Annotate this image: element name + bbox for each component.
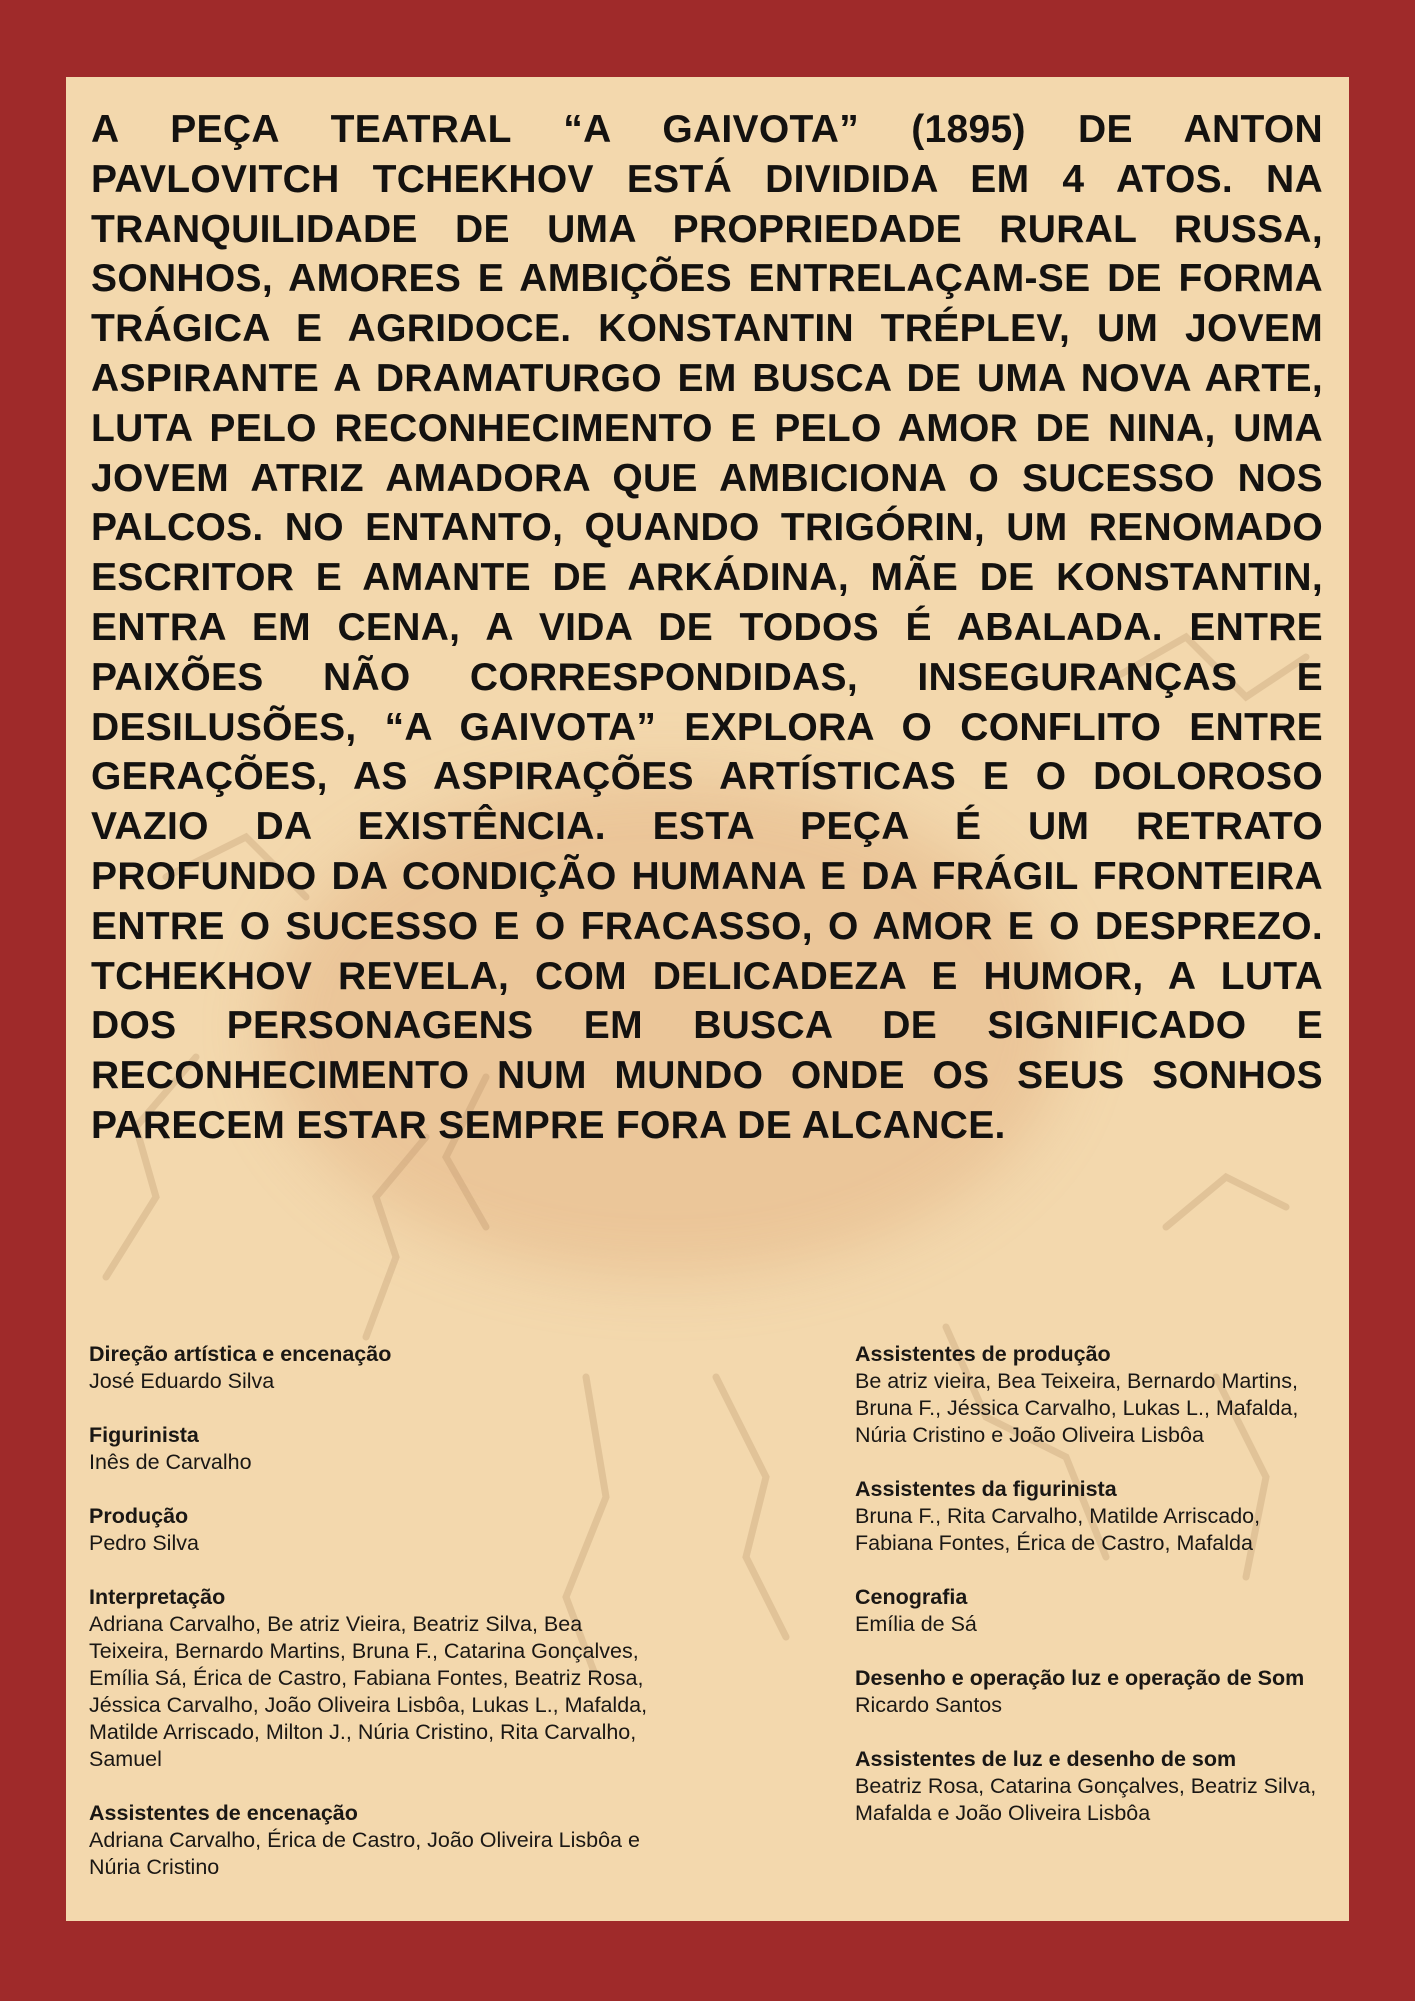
- synopsis-line: PAVLOVITCH TCHEKHOV ESTÁ DIVIDIDA EM 4 ATOS. NA: [91, 157, 1323, 201]
- credit-role: Produção: [89, 1504, 189, 1528]
- synopsis-line: JOVEM ATRIZ AMADORA QUE AMBICIONA O SUCESSO NOS: [91, 456, 1323, 500]
- credit-entry: [89, 1584, 649, 1773]
- synopsis-line: LUTA PELO RECONHECIMENTO E PELO AMOR DE NINA, UMA: [91, 406, 1323, 450]
- credit-role: Assistentes de luz e desenho de som: [855, 1747, 1237, 1771]
- credit-names: Beatriz Rosa, Catarina Gonçalves, Beatriz Silva, Mafalda e João Oliveira Lisbôa: [855, 1774, 1317, 1825]
- credit-role: Direção artística e encenação: [89, 1342, 392, 1366]
- credit-names: Ricardo Santos: [855, 1693, 1002, 1717]
- synopsis-line: ASPIRANTE A DRAMATURGO EM BUSCA DE UMA NOVA ARTE,: [91, 356, 1323, 400]
- synopsis-line: PROFUNDO DA CONDIÇÃO HUMANA E DA FRÁGIL FRONTEIRA: [91, 854, 1323, 898]
- synopsis-line: PAIXÕES NÃO CORRESPONDIDAS, INSEGURANÇAS E: [91, 655, 1323, 699]
- synopsis-line: ESCRITOR E AMANTE DE ARKÁDINA, MÃE DE KONSTANTIN,: [91, 556, 1323, 600]
- credit-entry: [855, 1341, 1325, 1449]
- synopsis-line: DOS PERSONAGENS EM BUSCA DE SIGNIFICADO E: [91, 1004, 1323, 1048]
- synopsis-text: [91, 105, 1323, 1151]
- credit-entry: [89, 1341, 649, 1395]
- credit-role: Assistentes da figurinista: [855, 1477, 1117, 1501]
- credit-entry: [855, 1584, 1325, 1638]
- credit-entry: [89, 1800, 649, 1881]
- synopsis-line: PALCOS. NO ENTANTO, QUANDO TRIGÓRIN, UM RENOMADO: [91, 506, 1323, 550]
- synopsis-line: ENTRE O SUCESSO E O FRACASSO, O AMOR E O DESPREZO.: [91, 904, 1323, 948]
- credit-names: Pedro Silva: [89, 1531, 199, 1555]
- credit-names: José Eduardo Silva: [89, 1369, 275, 1393]
- synopsis-line: TRÁGICA E AGRIDOCE. KONSTANTIN TRÉPLEV, UM JOVEM: [91, 307, 1323, 351]
- synopsis-line: RECONHECIMENTO NUM MUNDO ONDE OS SEUS SONHOS: [91, 1054, 1323, 1098]
- credit-entry: [89, 1503, 649, 1557]
- synopsis-line: DESILUSÕES, “A GAIVOTA” EXPLORA O CONFLITO ENTRE: [91, 705, 1323, 749]
- credits-right-column: [855, 1341, 1325, 1854]
- credit-role: Cenografia: [855, 1585, 968, 1609]
- credit-entry: [855, 1746, 1325, 1827]
- credit-entry: [855, 1476, 1325, 1557]
- credit-names: Inês de Carvalho: [89, 1450, 252, 1474]
- synopsis-line: PARECEM ESTAR SEMPRE FORA DE ALCANCE.: [91, 1103, 1006, 1147]
- credit-role: Desenho e operação luz e operação de Som: [855, 1666, 1305, 1690]
- credit-names: Bruna F., Rita Carvalho, Matilde Arriscado, Fabiana Fontes, Érica de Castro, Mafalda: [855, 1504, 1261, 1555]
- credit-names: Adriana Carvalho, Érica de Castro, João Oliveira Lisbôa e Núria Cristino: [89, 1828, 640, 1879]
- poster-panel: [66, 77, 1349, 1921]
- credit-role: Assistentes de encenação: [89, 1801, 358, 1825]
- synopsis-line: TCHEKHOV REVELA, COM DELICADEZA E HUMOR, A LUTA: [91, 954, 1323, 998]
- credit-names: Be atriz vieira, Bea Teixeira, Bernardo Martins, Bruna F., Jéssica Carvalho, Lukas L., Mafalda, Núria Cristino e João Oliveira Lisbôa: [855, 1369, 1299, 1447]
- credit-names: Emília de Sá: [855, 1612, 977, 1636]
- credit-names: Adriana Carvalho, Be atriz Vieira, Beatriz Silva, Bea Teixeira, Bernardo Martins, Bruna F., Catarina Gonçalves, Emília Sá, Érica de Castro, Fabiana Fontes, Beatriz Rosa, Jéssica Carvalho, João Oliveira Lisbôa, Lukas L., Mafalda, Matilde Arriscado, Milton J., Núria Cristino, Rita Carvalho, Samuel: [89, 1612, 648, 1771]
- synopsis-line: SONHOS, AMORES E AMBIÇÕES ENTRELAÇAM-SE DE FORMA: [91, 257, 1323, 301]
- synopsis-line: GERAÇÕES, AS ASPIRAÇÕES ARTÍSTICAS E O DOLOROSO: [91, 755, 1323, 799]
- credit-role: Figurinista: [89, 1423, 199, 1447]
- synopsis-line: A PEÇA TEATRAL “A GAIVOTA” (1895) DE ANTON: [91, 108, 1323, 151]
- synopsis-line: ENTRA EM CENA, A VIDA DE TODOS É ABALADA. ENTRE: [91, 605, 1323, 649]
- credit-role: Interpretação: [89, 1585, 226, 1609]
- credit-role: Assistentes de produção: [855, 1342, 1111, 1366]
- credit-entry: [855, 1665, 1325, 1719]
- synopsis-line: VAZIO DA EXISTÊNCIA. ESTA PEÇA É UM RETRATO: [91, 805, 1323, 849]
- credits-left-column: [89, 1341, 649, 1908]
- credit-entry: [89, 1422, 649, 1476]
- synopsis-line: TRANQUILIDADE DE UMA PROPRIEDADE RURAL RUSSA,: [91, 207, 1323, 251]
